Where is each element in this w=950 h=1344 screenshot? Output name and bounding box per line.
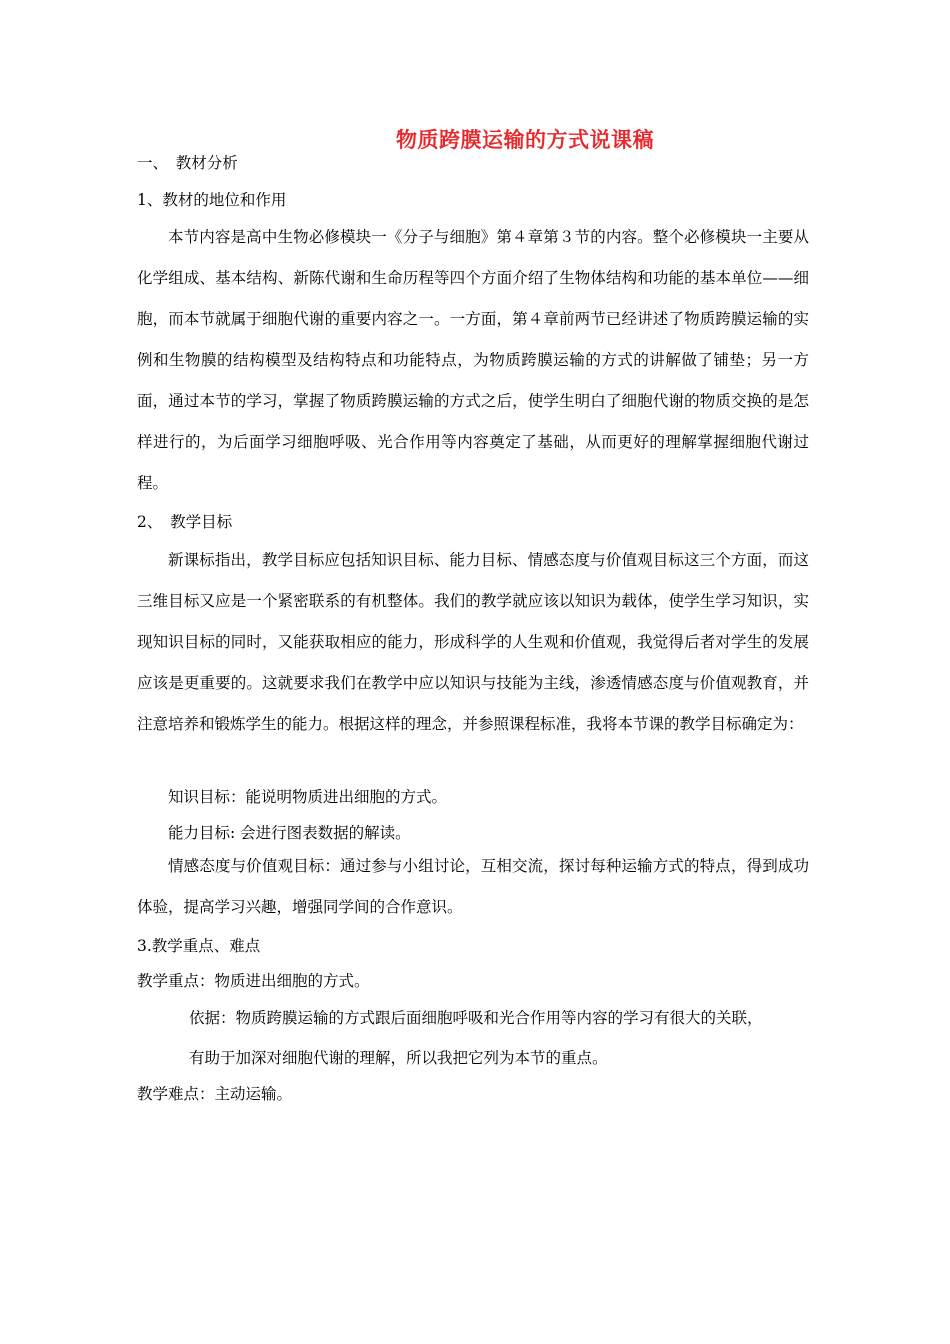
section-3-heading: 3.教学重点、难点 (137, 937, 261, 955)
section-2-heading: 2、 教学目标 (137, 513, 233, 531)
basis-line-1: 依据：物质跨膜运输的方式跟后面细胞呼吸和光合作用等内容的学习有很大的关联， (189, 1009, 763, 1027)
section-1-1-heading: 1、教材的地位和作用 (137, 191, 287, 209)
paragraph-textbook-role: 本节内容是高中生物必修模块一《分子与细胞》第４章第３节的内容。整个必修模块一主要从化学组成、基本结构、新陈代谢和生命历程等四个方面介绍了生物体结构和功能的基本单位——细胞，而本节就属于细胞代谢的重要内容之一。一方面，第４章前两节已经讲述了物质跨膜运输的实例和生物膜的结构模型及结构特点和功能特点，为物质跨膜运输的方式的讲解做了铺垫；另一方面，通过本节的学习，掌握了物质跨膜运输的方式之后，使学生明白了细胞代谢的物质交换的是怎样进行的，为后面学习细胞呼吸、光合作用等内容奠定了基础，从而更好的理解掌握细胞代谢过程。 (137, 228, 809, 492)
paragraph-teaching-goals: 新课标指出，教学目标应包括知识目标、能力目标、情感态度与价值观目标这三个方面，而这三维目标又应是一个紧密联系的有机整体。我们的教学就应该以知识为载体，使学生学习知识，实现知识目标的同时，又能获取相应的能力，形成科学的人生观和价值观，我觉得后者对学生的发展应该是更重要的。这就要求我们在教学中应以知识与技能为主线，渗透情感态度与价值观教育，并注意培养和锻炼学生的能力。根据这样的理念，并参照课程标准，我将本节课的教学目标确定为： (137, 551, 809, 733)
document-title: 物质跨膜运输的方式说课稿 (396, 127, 654, 152)
key-point: 教学重点：物质进出细胞的方式。 (137, 972, 370, 990)
goal-ability: 能力目标: 会进行图表数据的解读。 (168, 824, 411, 842)
difficult-point: 教学难点：主动运输。 (137, 1085, 293, 1103)
goal-knowledge: 知识目标：能说明物质进出细胞的方式。 (168, 788, 448, 806)
basis-line-2: 有助于加深对细胞代谢的理解，所以我把它列为本节的重点。 (189, 1049, 608, 1067)
goal-emotion: 情感态度与价值观目标：通过参与小组讨论，互相交流，探讨每种运输方式的特点，得到成功体验，提高学习兴趣，增强同学间的合作意识。 (137, 857, 809, 916)
section-1-heading: 一、 教材分析 (137, 154, 238, 172)
